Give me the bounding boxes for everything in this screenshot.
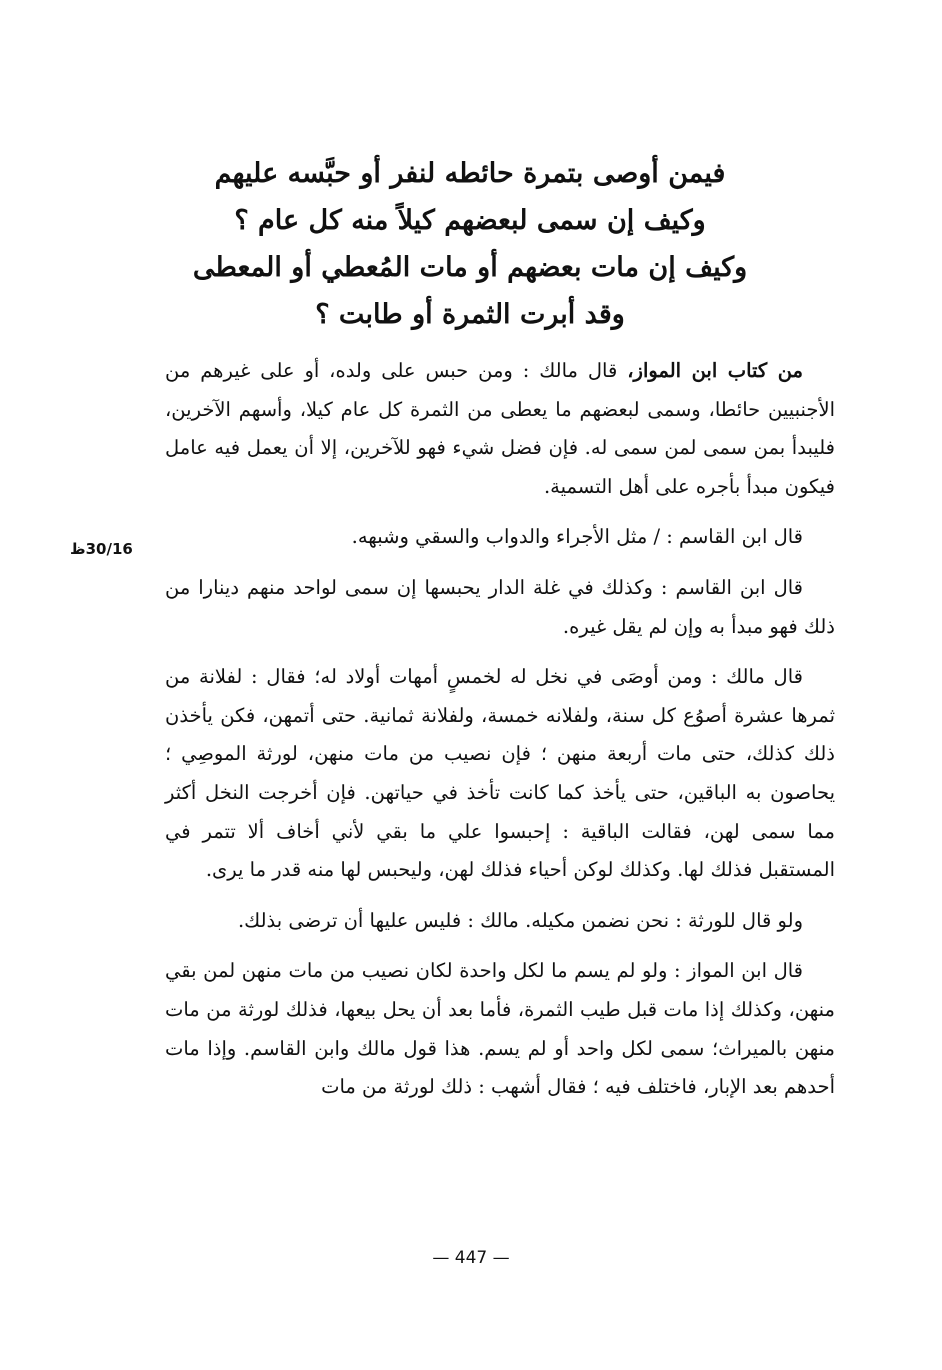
- paragraph: [165, 518, 835, 557]
- folio-margin-note: 30/16ظ: [70, 540, 133, 558]
- heading-line: وكيف إن مات بعضهم أو مات المُعطي أو المعطى: [192, 252, 748, 283]
- paragraph-text: قال ابن القاسم : / مثل الأجراء والدواب والسقي وشبهه.: [351, 525, 803, 549]
- paragraph: [165, 952, 835, 1106]
- body-text: [165, 352, 835, 1119]
- paragraph-text: قال ابن القاسم : وكذلك في غلة الدار يحبسها إن سمى لواحد منهم دينارا من ذلك فهو مبدأ به وإن لم يقل غيره.: [165, 575, 835, 638]
- heading-line: فيمن أوصى بتمرة حائطه لنفر أو حبَّسه عليهم: [214, 158, 726, 189]
- paragraph-text: قال مالك : ومن أوصَى في نخل له لخمسٍ أمهات أولاد له؛ فقال : لفلانة من ثمرها عشرة أصوُع كل سنة، ولفلانه خمسة، ولفلانة ثمانية. حتى أتمهن، فكن يأخذن ذلك كذلك، حتى مات أربعة منهن ؛ فإن نصيب من مات منهن، لورثة الموصِي ؛ يحاصون به الباقين، حتى يأخذ كما كانت تأخذ في حياتهن. فإن أخرجت النخل أكثر مما سمى لهن، فقالت الباقية : إحبسوا علي ما بقي لأني أخاف ألا تتمر في المستقبل فذلك لها. وكذلك لوكن أحياء فذلك لهن، وليحبس لها منه قدر ما يرى.: [165, 665, 835, 882]
- paragraph-lead-bold: من كتاب ابن المواز،: [627, 359, 803, 382]
- heading-line: وقد أبرت الثمرة أو طابت ؟: [315, 299, 625, 330]
- paragraph-text: قال مالك : ومن حبس على ولده، أو على غيرهم من الأجنبيين حائطا، وسمى لبعضهم ما يعطى من الثمرة كل عام كيلا، وأسهم الآخرين، فليبدأ بمن سمى لمن سمى له. فإن فضل شيء فهو للآخرين، إلا أن يعمل فيه عامل فيكون مبدأ بأجره على أهل التسمية.: [165, 359, 835, 498]
- paragraph-text: ولو قال للورثة : نحن نضمن مكيله. مالك : فليس عليها أن ترضى بذلك.: [237, 908, 803, 932]
- paragraph: [165, 352, 835, 506]
- paragraph: [165, 902, 835, 941]
- heading-line: وكيف إن سمى لبعضهم كيلاً منه كل عام ؟: [234, 205, 706, 236]
- page-number: — 447 —: [432, 1248, 510, 1268]
- paragraph: [165, 658, 835, 890]
- paragraph-text: قال ابن المواز : ولو لم يسم ما لكل واحدة لكان نصيب من مات منهن لمن بقي منهن، وكذلك إذا مات قبل طيب الثمرة، فأما بعد أن يحل بيعها، فذلك لورثة من مات منهن بالميراث؛ سمى لكل واحد أو لم يسم. هذا قول مالك وابن القاسم. وإذا مات أحدهم بعد الإبار، فاختلف فيه ؛ فقال أشهب : ذلك لورثة من مات: [165, 959, 835, 1099]
- chapter-heading: [160, 150, 780, 338]
- paragraph: [165, 569, 835, 646]
